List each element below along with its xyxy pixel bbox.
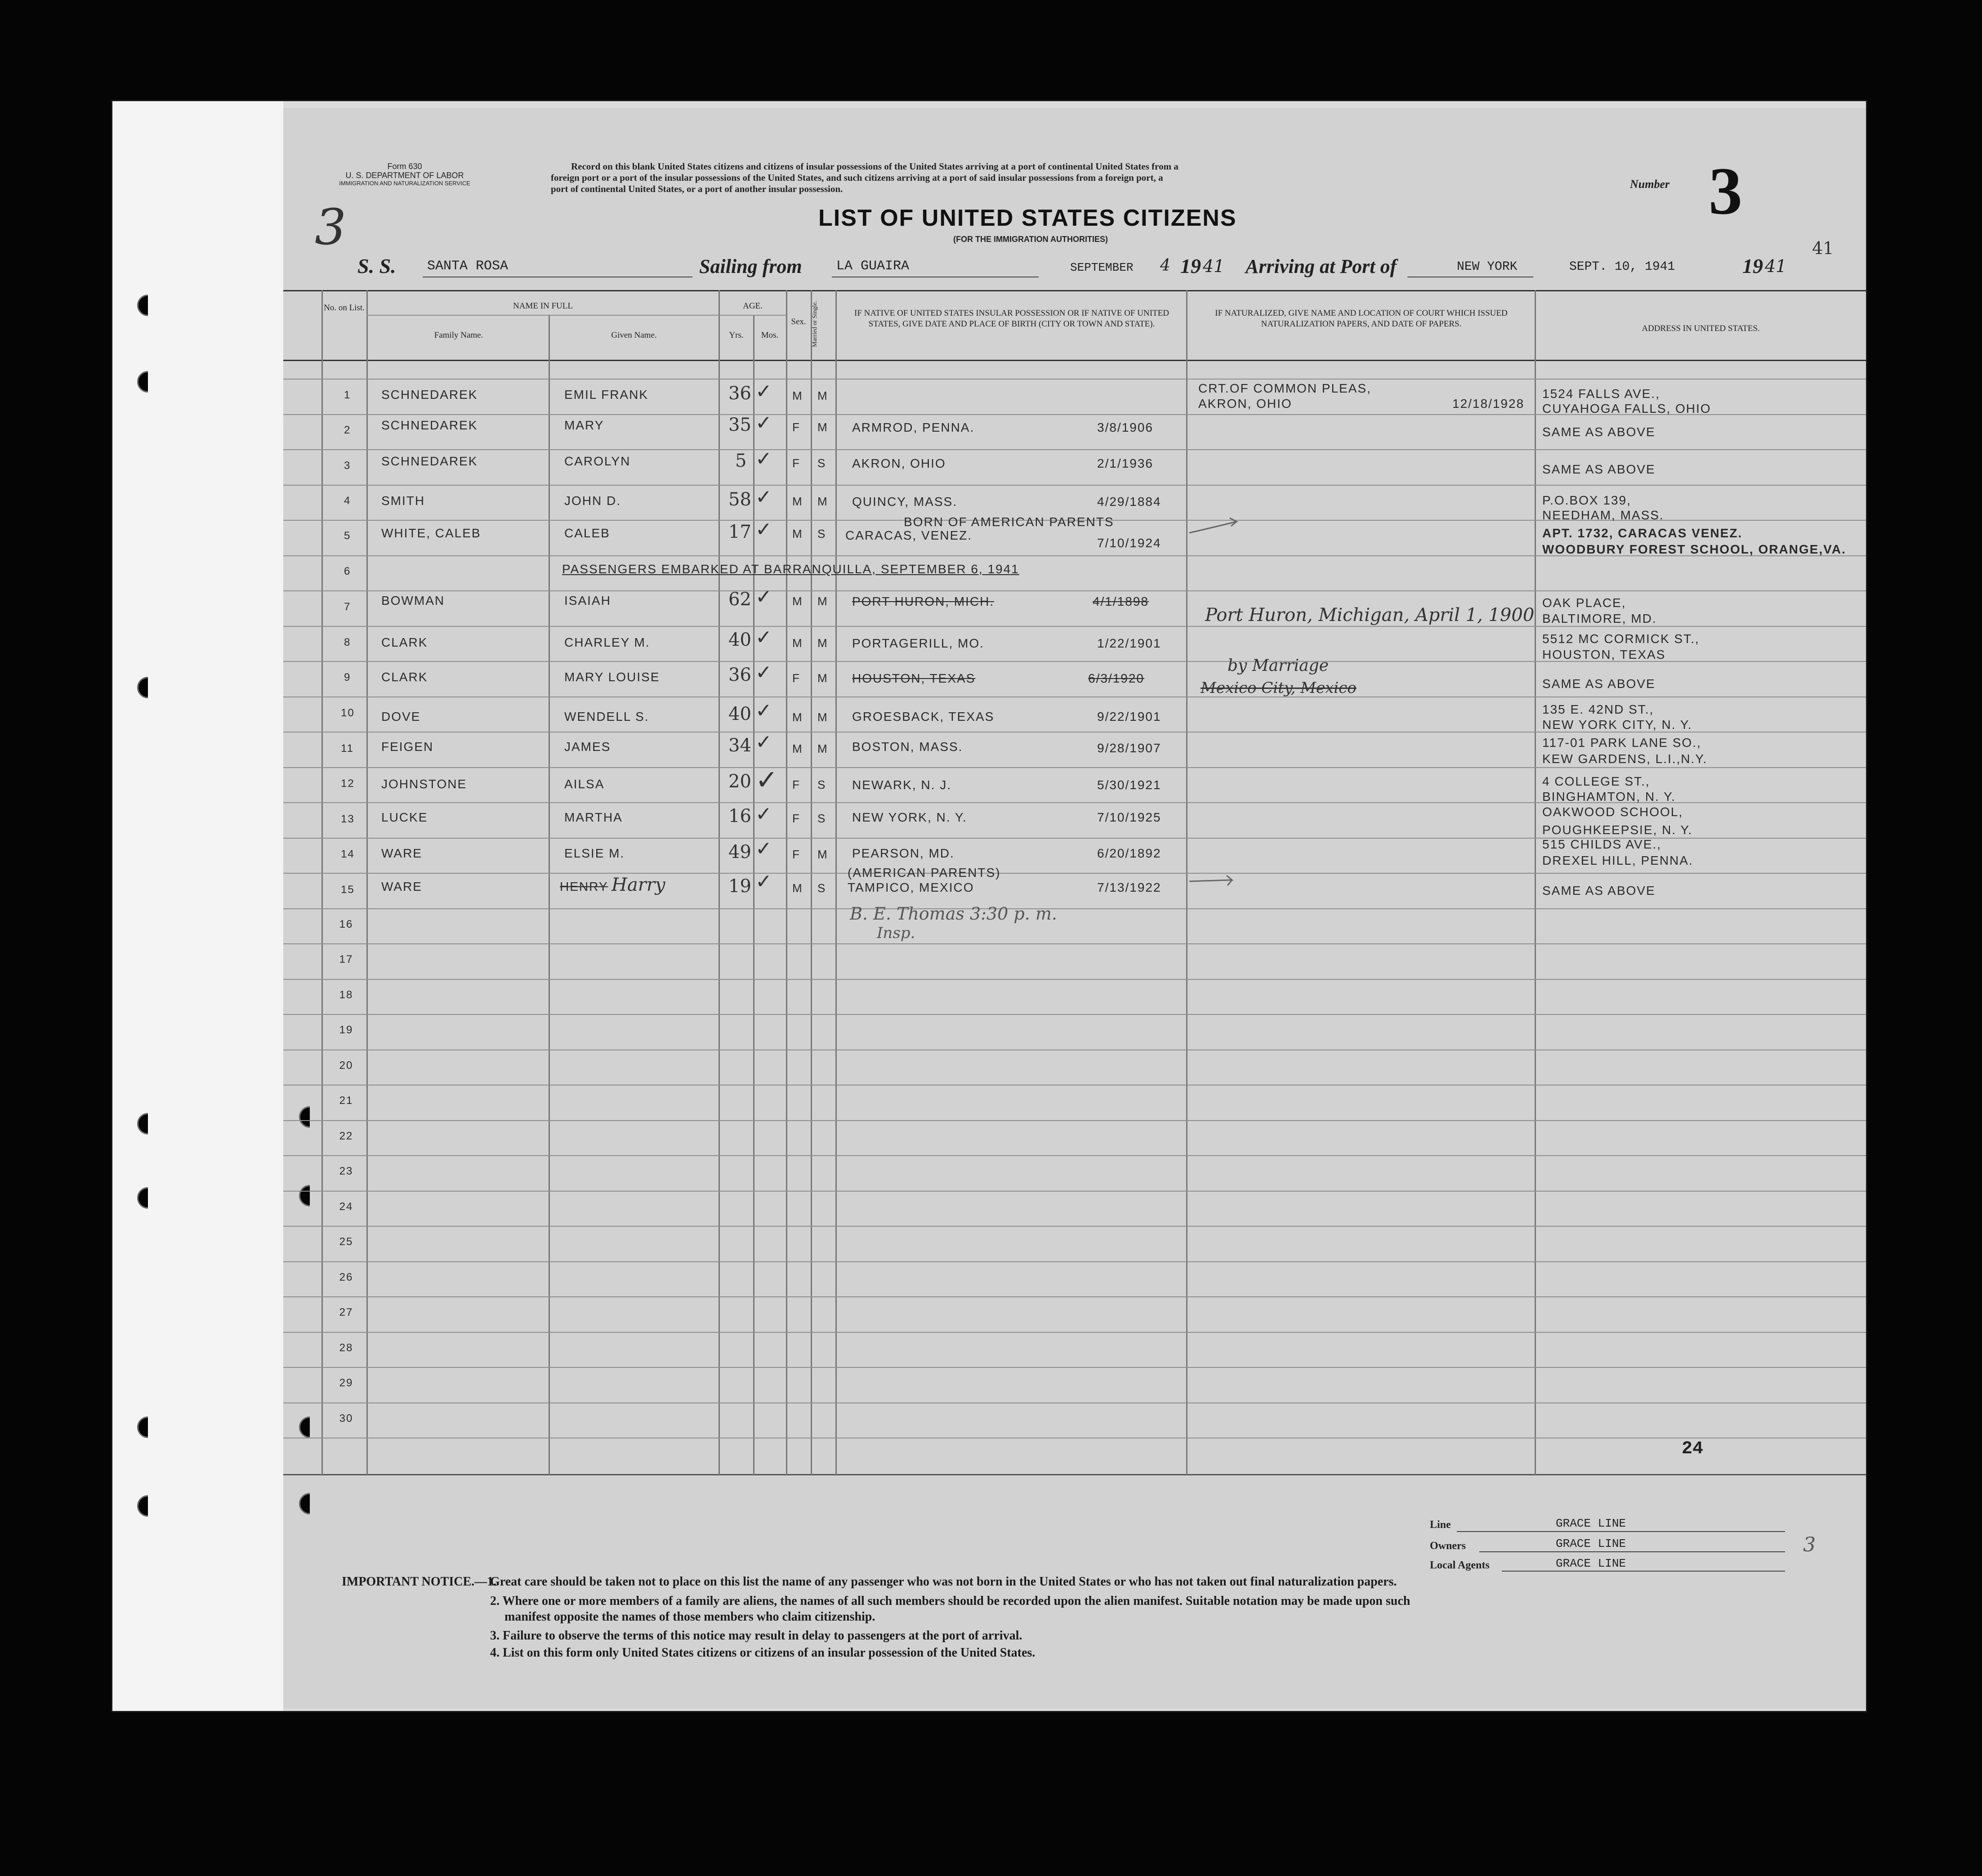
naturalization-location: AKRON, OHIO [1198, 397, 1292, 411]
family-name: DOVE [381, 710, 421, 724]
ss-label: S. S. [357, 255, 396, 277]
check-mark: ✓ [755, 626, 772, 649]
arrow-icon [1187, 870, 1259, 897]
row-rule [283, 449, 1866, 450]
given-name: AILSA [564, 777, 605, 791]
age: 35 [728, 415, 751, 435]
col-address: ADDRESS IN UNITED STATES. [1642, 324, 1760, 333]
row-rule [283, 1120, 1866, 1121]
address-line-1: P.O.BOX 139, [1542, 493, 1631, 507]
birth-date: 6/20/1892 [1097, 846, 1161, 860]
form-number: Form 630 [387, 162, 422, 171]
row-number: 28 [339, 1341, 353, 1354]
family-name: WARE [381, 846, 422, 860]
row-rule [283, 908, 1866, 909]
sex: F [792, 812, 800, 825]
page-subtitle: (FOR THE IMMIGRATION AUTHORITIES) [953, 235, 1108, 244]
birth-place: NEW YORK, N. Y. [852, 810, 967, 824]
row-number: 22 [339, 1130, 353, 1142]
row-rule [283, 943, 1866, 944]
family-name: SCHNEDAREK [381, 418, 478, 432]
family-name: FEIGEN [381, 740, 434, 754]
marital-status: M [817, 848, 828, 861]
birth-date-struck: 6/3/1920 [1088, 671, 1144, 685]
row-rule [283, 1191, 1866, 1192]
page-total: 24 [1682, 1439, 1704, 1459]
given-name: ELSIE M. [564, 846, 625, 860]
row-number: 30 [339, 1412, 353, 1425]
age: 20 [728, 771, 751, 792]
marital-status: M [817, 420, 828, 434]
birth-place: CARACAS, VENEZ. [845, 528, 973, 542]
birth-place-struck: HOUSTON, TEXAS [852, 671, 976, 685]
row-number: 7 [344, 601, 351, 613]
handwritten-number: 3 [315, 198, 346, 256]
date-from-month: SEPTEMBER [1070, 261, 1134, 274]
marital-status: M [817, 710, 828, 724]
year-from: 41 [1203, 256, 1225, 276]
birth-date: 7/10/1924 [1097, 536, 1161, 550]
address-line-2: NEEDHAM, MASS. [1542, 508, 1664, 522]
marital-status: M [817, 671, 828, 685]
arriving-label: Arriving at Port of [1245, 255, 1397, 277]
birth-date: 5/30/1921 [1097, 778, 1161, 792]
birth-place: GROESBACK, TEXAS [852, 710, 995, 724]
sailing-label: Sailing from [699, 255, 802, 277]
row-number: 6 [344, 565, 351, 577]
sex: M [792, 527, 803, 540]
notice-item-4: 4. List on this form only United States citizens or citizens of an insular possession of the United States. [490, 1646, 1036, 1660]
given-name: ISAIAH [564, 594, 611, 607]
marital-status: M [817, 742, 828, 755]
year-prefix-to: 19 [1742, 255, 1763, 277]
check-mark: ✓ [755, 585, 772, 608]
given-name: MARY LOUISE [564, 670, 660, 684]
address-line-2: DREXEL HILL, PENNA. [1542, 853, 1693, 867]
address-line-2: NEW YORK CITY, N. Y. [1542, 718, 1692, 732]
age: 49 [728, 842, 751, 862]
row-number: 17 [339, 953, 353, 965]
row-number: 29 [339, 1377, 353, 1389]
marital-status: S [817, 778, 826, 791]
address-line-1: 5512 MC CORMICK ST., [1542, 632, 1700, 646]
age: 58 [728, 489, 751, 510]
address-line-1: SAME AS ABOVE [1542, 425, 1656, 439]
row-rule [283, 1367, 1866, 1368]
row-number: 9 [344, 671, 351, 683]
age: 36 [728, 665, 751, 685]
date-from-day: 4 [1160, 256, 1170, 275]
family-name: LUCKE [381, 810, 428, 824]
check-mark: ✓ [755, 803, 772, 826]
page-title: LIST OF UNITED STATES CITIZENS [818, 205, 1237, 231]
row-number: 4 [344, 495, 351, 507]
marital-status: M [817, 636, 828, 650]
date-to: SEPT. 10, 1941 [1569, 260, 1675, 274]
row-rule [283, 873, 1866, 874]
handwritten-mark: 3 [1803, 1533, 1816, 1556]
age: 17 [728, 522, 751, 542]
notice-label: IMPORTANT NOTICE.—1. [342, 1575, 497, 1589]
age: 40 [728, 704, 751, 724]
marital-status: S [817, 527, 826, 540]
inspector-note-2: Insp. [877, 924, 915, 942]
row-rule [283, 590, 1866, 591]
age: 5 [735, 451, 747, 471]
notice-item-3: 3. Failure to observe the terms of this notice may result in delay to passengers at the port of arrival. [490, 1629, 1022, 1643]
marital-status: M [817, 594, 828, 608]
given-name: JAMES [564, 740, 611, 754]
given-name: JOHN D. [564, 494, 621, 508]
row-number: 27 [339, 1306, 353, 1318]
row-rule [283, 979, 1866, 980]
check-mark: ✓ [755, 870, 772, 893]
ship-name: SANTA ROSA [427, 259, 509, 274]
row-rule [283, 1261, 1866, 1262]
check-mark: ✓ [755, 764, 778, 796]
instructions-line-2: foreign port or a port of the insular possessions of the United States, and such citizens arriving at a port of said insular possessions from a foreign port, a [551, 172, 1163, 183]
department: U. S. DEPARTMENT OF LABOR [345, 171, 464, 180]
birth-date: 7/13/1922 [1097, 880, 1161, 894]
row-number: 14 [341, 848, 355, 860]
handwritten-note-struck: Mexico City, Mexico [1201, 679, 1357, 697]
line-value: GRACE LINE [1556, 1517, 1626, 1530]
address-line-1: OAK PLACE, [1542, 596, 1626, 610]
row-number: 3 [344, 460, 351, 472]
birth-note: (AMERICAN PARENTS) [848, 866, 1001, 880]
col-age-months: Mos. [761, 331, 779, 340]
marital-status: M [817, 389, 828, 402]
family-name: SMITH [381, 494, 425, 508]
col-family-name: Family Name. [434, 331, 483, 340]
row-number: 2 [344, 424, 351, 436]
age: 16 [728, 806, 751, 826]
check-mark: ✓ [755, 447, 772, 470]
check-mark: ✓ [755, 380, 772, 403]
row-number: 15 [341, 884, 355, 896]
column-rule [753, 315, 754, 1475]
check-mark: ✓ [755, 731, 772, 754]
row-number: 18 [339, 988, 353, 1001]
birth-date: 9/28/1907 [1097, 741, 1161, 755]
check-mark: ✓ [755, 837, 772, 860]
check-mark: ✓ [755, 411, 772, 434]
address-line-1: OAKWOOD SCHOOL, [1542, 805, 1683, 819]
table-top-rule [283, 290, 1866, 291]
check-mark: ✓ [755, 486, 772, 509]
row-rule [283, 767, 1866, 768]
birth-place: ARMROD, PENNA. [852, 420, 975, 434]
row-number: 1 [344, 389, 351, 401]
arrow-icon [1187, 513, 1259, 540]
marital-status: S [817, 812, 826, 825]
address-line-1: 135 E. 42ND ST., [1542, 702, 1654, 716]
col-naturalized: IF NATURALIZED, GIVE NAME AND LOCATION OF COURT WHICH ISSUED NATURALIZATION PAPERS, AND DATE OF PAPERS. [1215, 308, 1508, 329]
year-to: 41 [1765, 256, 1787, 276]
address-line-1: 117-01 PARK LANE SO., [1542, 736, 1701, 750]
sex: M [792, 389, 803, 402]
owners-label: Owners [1430, 1540, 1466, 1552]
service: IMMIGRATION AND NATURALIZATION SERVICE [339, 180, 470, 187]
side-number: 41 [1812, 238, 1834, 258]
col-no-on-list: No. on List. [324, 303, 365, 313]
marital-status: M [817, 495, 828, 508]
row-rule [283, 379, 1866, 380]
row-number: 13 [341, 813, 355, 825]
row-rule [283, 1296, 1866, 1297]
row-number: 21 [339, 1094, 353, 1107]
sex: F [792, 420, 800, 434]
family-name: SCHNEDAREK [381, 388, 478, 402]
family-name: JOHNSTONE [381, 777, 467, 791]
birth-place: PORTAGERILL, MO. [852, 636, 984, 650]
row-number: 12 [341, 777, 355, 790]
row-number: 26 [339, 1271, 353, 1283]
given-name-handwritten: Harry [612, 875, 665, 895]
given-name: EMIL FRANK [564, 388, 648, 402]
marital-status: S [817, 456, 826, 470]
agents-label: Local Agents [1430, 1559, 1490, 1571]
birth-place: NEWARK, N. J. [852, 778, 951, 792]
instructions-line-1: Record on this blank United States citizens and citizens of insular possessions of the United States arriving at a port of continental United States from a [571, 161, 1178, 172]
given-name: MARY [564, 418, 604, 432]
embarkation-note: PASSENGERS EMBARKED AT BARRANQUILLA, SEPTEMBER 6, 1941 [562, 562, 1019, 576]
column-rule [549, 315, 550, 1475]
sex: F [792, 456, 800, 470]
birth-date: 2/1/1936 [1097, 456, 1153, 470]
address-line-2: POUGHKEEPSIE, N. Y. [1542, 823, 1693, 837]
header-sub-rule [366, 315, 787, 316]
sex: F [792, 848, 800, 861]
row-number: 10 [341, 707, 355, 719]
birth-date-struck: 4/1/1898 [1093, 594, 1149, 608]
birth-place-struck: PORT HURON, MICH. [852, 594, 995, 608]
port-from: LA GUAIRA [836, 259, 910, 274]
list-number: 3 [1709, 154, 1742, 228]
marital-status: S [817, 881, 826, 895]
agents-value: GRACE LINE [1556, 1557, 1626, 1570]
row-rule [283, 1014, 1866, 1015]
row-number: 8 [344, 636, 351, 648]
row-number: 19 [339, 1024, 353, 1036]
col-sex: Sex. [791, 317, 806, 326]
sex: M [792, 495, 803, 508]
address-line-1: SAME AS ABOVE [1542, 884, 1656, 898]
owners-underline [1479, 1551, 1785, 1552]
birth-place: QUINCY, MASS. [852, 495, 957, 509]
family-name: CLARK [381, 635, 428, 649]
birth-place: PEARSON, MD. [852, 846, 955, 860]
sex: M [792, 636, 803, 650]
given-name: CHARLEY M. [564, 635, 650, 649]
address-line-2: KEW GARDENS, L.I.,N.Y. [1542, 752, 1708, 766]
col-age-years: Yrs. [729, 331, 744, 340]
birth-date: 9/22/1901 [1097, 710, 1161, 724]
col-married-single: Married or Single. [812, 300, 818, 347]
handwritten-note: by Marriage [1228, 657, 1329, 675]
line-underline [1457, 1531, 1785, 1532]
row-number: 11 [341, 742, 354, 755]
col-age: AGE. [743, 301, 763, 311]
family-name: BOWMAN [381, 594, 445, 607]
birth-date: 7/10/1925 [1097, 810, 1161, 824]
birth-place: BOSTON, MASS. [852, 740, 963, 754]
notice-item-1: Great care should be taken not to place on this list the name of any passenger who was not born in the United States or who has not taken out final naturalization papers. [490, 1575, 1397, 1589]
row-rule [283, 1155, 1866, 1156]
family-name: CLARK [381, 670, 428, 684]
naturalization-court: CRT.OF COMMON PLEAS, [1198, 381, 1371, 395]
address-line-1: SAME AS ABOVE [1542, 677, 1656, 691]
address-line-1: 515 CHILDS AVE., [1542, 837, 1661, 851]
sex: F [792, 671, 800, 685]
check-mark: ✓ [755, 699, 772, 722]
given-name: WENDELL S. [564, 710, 649, 724]
birth-place: AKRON, OHIO [852, 456, 946, 470]
row-rule [283, 1332, 1866, 1333]
check-mark: ✓ [755, 661, 772, 684]
instructions-line-3: port of continental United States, or a port of another insular possession. [551, 183, 843, 194]
address-line-1: 1524 FALLS AVE., [1542, 387, 1660, 401]
line-label: Line [1430, 1519, 1451, 1531]
address-line-2: HOUSTON, TEXAS [1542, 648, 1666, 661]
col-name-in-full: NAME IN FULL [513, 301, 573, 311]
header-bottom-rule [283, 360, 1866, 361]
row-rule [283, 485, 1866, 486]
check-mark: ✓ [755, 518, 772, 541]
family-name: WHITE, CALEB [381, 526, 481, 540]
number-label: Number [1630, 178, 1670, 191]
given-name: CAROLYN [564, 454, 631, 468]
age: 36 [728, 383, 751, 404]
address-line-2: CUYAHOGA FALLS, OHIO [1542, 402, 1711, 415]
age: 19 [728, 876, 751, 897]
address-line-2: BINGHAMTON, N. Y. [1542, 790, 1676, 804]
row-number: 5 [344, 530, 351, 542]
table-bottom-rule [283, 1474, 1866, 1475]
birth-date: 3/8/1906 [1097, 420, 1153, 434]
naturalization-date: 12/18/1928 [1452, 397, 1525, 411]
year-prefix-from: 19 [1180, 255, 1201, 277]
row-number: 16 [339, 918, 353, 930]
inspector-note: B. E. Thomas 3:30 p. m. [850, 904, 1057, 924]
col-native-birth: IF NATIVE OF UNITED STATES INSULAR POSSESSION OR IF NATIVE OF UNITED STATES, GIVE DATE AND PLACE OF BIRTH (CITY OR TOWN AND STATE). [854, 308, 1169, 329]
row-number: 24 [339, 1200, 353, 1213]
handwritten-birth-correction: Port Huron, Michigan, April 1, 1900 [1205, 605, 1535, 625]
birth-date: 4/29/1884 [1097, 495, 1161, 509]
row-number: 20 [339, 1059, 353, 1072]
family-name: WARE [381, 880, 422, 893]
given-name: CALEB [564, 526, 610, 540]
owners-value: GRACE LINE [1556, 1537, 1626, 1550]
notice-item-2: 2. Where one or more members of a family are aliens, the names of all such members should be recorded upon the alien manifest. Suitable notation may be made upon such [490, 1594, 1411, 1608]
family-name: SCHNEDAREK [381, 454, 478, 468]
agents-underline [1502, 1571, 1785, 1572]
row-number: 25 [339, 1236, 353, 1248]
sex: M [792, 710, 803, 724]
age: 34 [728, 735, 751, 756]
address-line-1: 4 COLLEGE ST., [1542, 774, 1650, 788]
notice-item-2b: manifest opposite the names of those members who claim citizenship. [504, 1610, 875, 1624]
col-given-name: Given Name. [611, 331, 657, 340]
address-line-2: WOODBURY FOREST SCHOOL, ORANGE,VA. [1542, 542, 1846, 556]
age: 62 [728, 589, 751, 610]
sex: M [792, 881, 803, 895]
port-to: NEW YORK [1457, 260, 1518, 274]
row-rule [283, 1226, 1866, 1227]
birth-date: 1/22/1901 [1097, 636, 1161, 650]
address-line-1: SAME AS ABOVE [1542, 462, 1656, 476]
age: 40 [728, 630, 751, 650]
address-line-1: APT. 1732, CARACAS VENEZ. [1542, 526, 1743, 540]
sex: M [792, 594, 803, 608]
sex: M [792, 742, 803, 755]
binding-strip [112, 101, 283, 1711]
birth-place: TAMPICO, MEXICO [848, 880, 974, 894]
row-number: 23 [339, 1165, 353, 1177]
sex: F [792, 778, 800, 791]
given-name: MARTHA [564, 810, 623, 824]
given-name-struck: HENRY [560, 880, 608, 893]
birth-note: BORN OF AMERICAN PARENTS [904, 515, 1114, 529]
address-line-2: BALTIMORE, MD. [1542, 612, 1657, 625]
